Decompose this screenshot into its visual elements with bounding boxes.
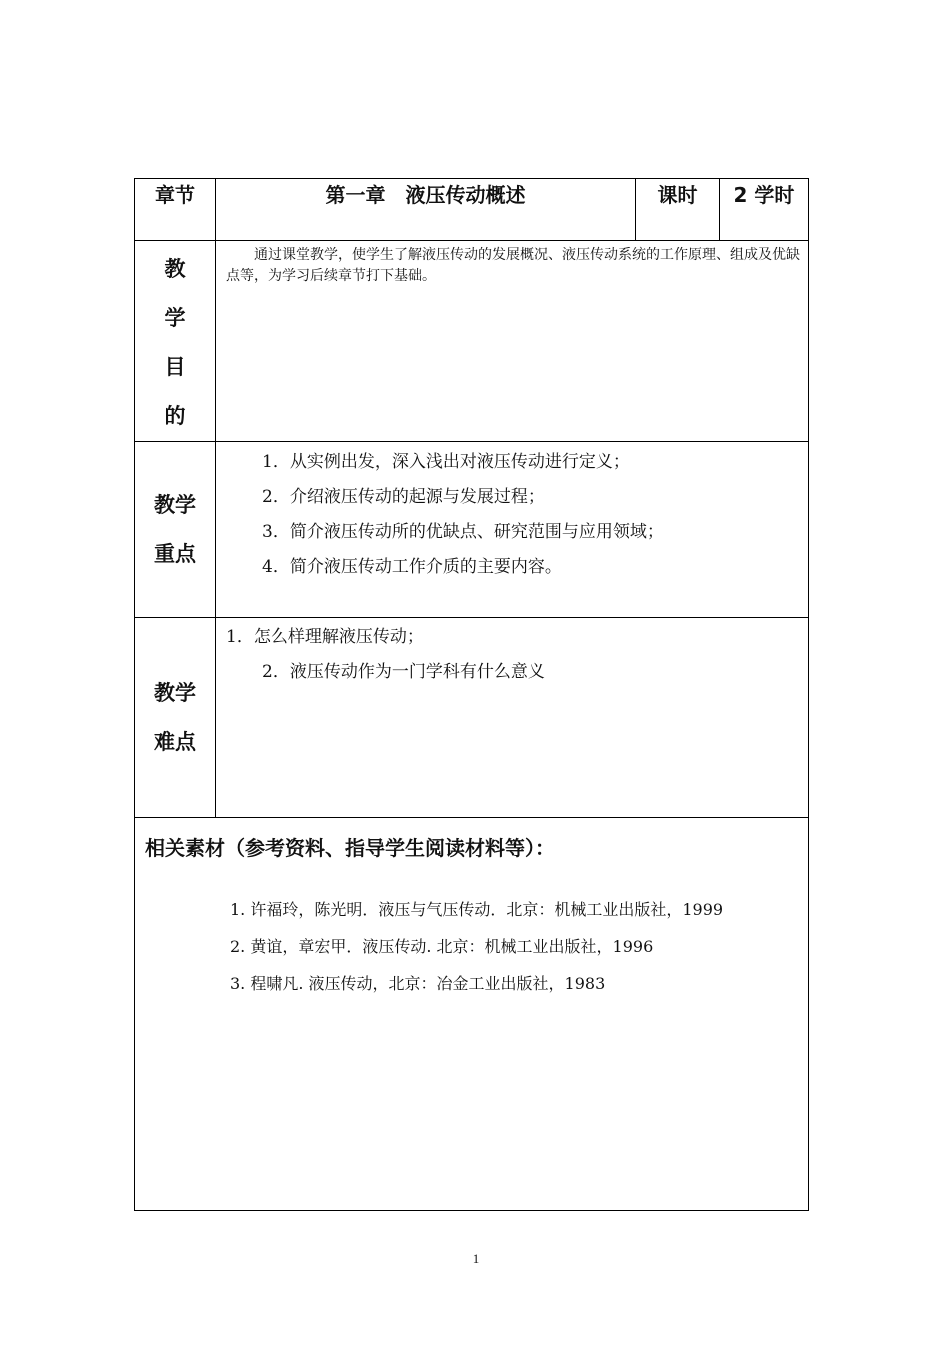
key-points-label-line: 重点 bbox=[154, 541, 196, 566]
hours-value: 2 学时 bbox=[720, 179, 809, 241]
key-points-cell bbox=[216, 442, 809, 618]
difficulties-label bbox=[135, 618, 216, 818]
difficulty-item: 2．液压传动作为一门学科有什么意义 bbox=[262, 662, 545, 682]
objectives-label-char: 教 bbox=[164, 257, 186, 281]
chapter-title: 第一章 液压传动概述 bbox=[216, 179, 636, 241]
key-points-label bbox=[135, 442, 216, 618]
objectives-label-char: 目 bbox=[164, 355, 186, 379]
key-point-item: 1．从实例出发，深入浅出对液压传动进行定义； bbox=[262, 452, 630, 472]
hours-label: 课时 bbox=[636, 179, 720, 241]
reference-item: 2. 黄谊，章宏甲．液压传动. 北京：机械工业出版社，1996 bbox=[230, 937, 654, 956]
difficulty-item: 1．怎么样理解液压传动； bbox=[226, 627, 424, 647]
reference-item: 1. 许福玲，陈光明．液压与气压传动．北京：机械工业出版社，1999 bbox=[230, 900, 724, 919]
key-point-item: 2．介绍液压传动的起源与发展过程； bbox=[262, 487, 545, 507]
objectives-label bbox=[135, 241, 216, 442]
difficulties-label-line: 教学 bbox=[154, 680, 196, 705]
materials-heading: 相关素材（参考资料、指导学生阅读材料等）： bbox=[145, 836, 555, 860]
materials-cell bbox=[135, 818, 809, 1211]
chapter-label: 章节 bbox=[135, 179, 216, 241]
objectives-cell bbox=[216, 241, 809, 442]
difficulties-row bbox=[135, 618, 809, 818]
materials-row bbox=[135, 818, 809, 1211]
key-points-row bbox=[135, 442, 809, 618]
header-row bbox=[135, 179, 809, 241]
reference-item: 3. 程啸凡. 液压传动，北京：冶金工业出版社，1983 bbox=[230, 974, 606, 993]
page-number: 1 bbox=[472, 1251, 480, 1266]
difficulties-label-line: 难点 bbox=[154, 729, 196, 754]
objectives-row bbox=[135, 241, 809, 442]
key-point-item: 3．简介液压传动所的优缺点、研究范围与应用领域； bbox=[262, 522, 664, 542]
lesson-plan-table bbox=[134, 178, 809, 1211]
key-point-item: 4．简介液压传动工作介质的主要内容。 bbox=[262, 557, 562, 577]
objectives-label-char: 学 bbox=[164, 306, 186, 330]
difficulties-cell bbox=[216, 618, 809, 818]
objectives-label-char: 的 bbox=[164, 404, 186, 428]
key-points-label-line: 教学 bbox=[154, 492, 196, 517]
objectives-text: 通过课堂教学，使学生了解液压传动的发展概况、液压传动系统的工作原理、组成及优缺点等，为学习后续章节打下基础。 bbox=[226, 247, 800, 284]
